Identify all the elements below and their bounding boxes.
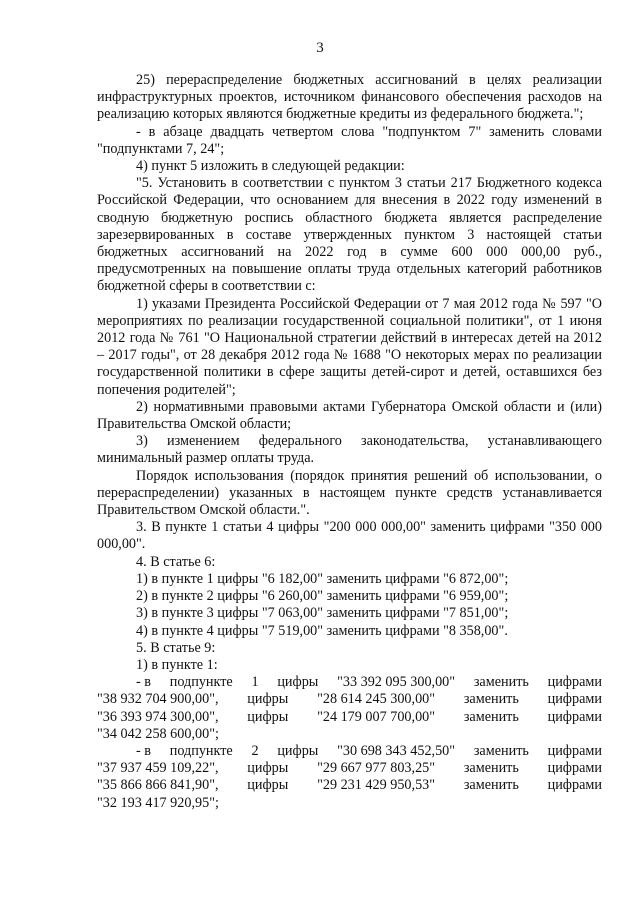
text-fragment: "24 179 007 700,00" [317, 708, 436, 725]
amendment-line [97, 743, 602, 760]
text-fragment: цифры [277, 674, 319, 691]
subparagraph-2-amendment [97, 743, 602, 812]
page-number: 3 [316, 40, 324, 56]
amendment-line: "32 193 417 920,95"; [97, 794, 219, 811]
text-fragment: заменить [473, 674, 529, 691]
paragraph: - в абзаце двадцать четвертом слова "подпунктом 7" заменить словами "подпунктами 7, 24"; [97, 123, 602, 157]
paragraph: 25) перераспределение бюджетных ассигнований в целях реализации инфраструктурных проектов, источником финансового обеспечения расходов на реализацию которых являются бюджетные кредиты из федерального бюджета."; [97, 72, 602, 123]
text-fragment: "35 866 866 841,90", [97, 777, 219, 794]
document-body [97, 72, 602, 812]
text-fragment: цифрами [547, 674, 602, 691]
text-fragment: заменить [463, 691, 519, 708]
text-fragment: "29 231 429 950,53" [317, 777, 436, 794]
text-fragment: заменить [473, 742, 529, 759]
text-fragment: цифры [247, 708, 289, 725]
text-fragment: цифрами [547, 760, 602, 777]
paragraph: 3) в пункте 3 цифры "7 063,00" заменить цифрами "7 851,00"; [136, 605, 509, 622]
text-fragment: "29 667 977 803,25" [317, 760, 436, 777]
text-fragment: заменить [463, 708, 519, 725]
amendment-line [97, 674, 602, 691]
text-fragment: "37 937 459 109,22", [97, 760, 219, 777]
text-fragment: подпункте [169, 742, 233, 759]
amendment-line [97, 777, 602, 794]
text-fragment: цифры [277, 742, 319, 759]
text-fragment: подпункте [169, 674, 233, 691]
amendment-line [97, 760, 602, 777]
text-fragment: 2 [251, 742, 259, 759]
paragraph: 2) нормативными правовыми актами Губернатора Омской области и (или) Правительства Омской области; [97, 398, 602, 433]
text-fragment: "28 614 245 300,00" [317, 691, 436, 708]
paragraph: 3. В пункте 1 статьи 4 цифры "200 000 000,00" заменить цифрами "350 000 000,00". [97, 519, 602, 553]
paragraph: 4. В статье 6: [136, 553, 216, 570]
text-fragment: цифры [247, 760, 289, 777]
paragraph: 1) указами Президента Российской Федерации от 7 мая 2012 года № 597 "О мероприятиях по реализации государственной социальной политики", от 1 июня 2012 года № 761 "О Национальной стратегии действий в интересах детей на 2012 – 2017 годы", от 28 декабря 2012 года № 1688 "О некоторых мерах по реализации государственной политики в сфере защиты детей-сирот и детей, оставшихся без попечения родителей"; [97, 295, 602, 398]
paragraph: 1) в пункте 1 цифры "6 182,00" заменить цифрами "6 872,00"; [136, 570, 509, 587]
paragraph: Порядок использования (порядок принятия решений об использовании, о перераспределении) указанных в настоящем пункте средств устанавливается Правительством Омской области.". [97, 467, 602, 519]
text-fragment: цифрами [547, 777, 602, 794]
amendment-line: "34 042 258 600,00"; [97, 725, 219, 742]
amendment-line [97, 691, 602, 708]
text-fragment: заменить [463, 777, 519, 794]
paragraph: 5. В статье 9: [136, 639, 216, 656]
paragraph: 4) в пункте 4 цифры "7 519,00" заменить цифрами "8 358,00". [136, 622, 508, 639]
paragraph: 3) изменением федерального законодательства, устанавливающего минимальный размер оплаты труда. [97, 433, 602, 467]
subparagraph-1-amendment [97, 674, 602, 743]
text-fragment: цифрами [547, 708, 602, 725]
amendment-line [97, 709, 602, 726]
text-fragment: "38 932 704 900,00", [97, 691, 219, 708]
text-fragment: - в [136, 742, 151, 759]
paragraph: 4) пункт 5 изложить в следующей редакции: [136, 158, 405, 175]
text-fragment: заменить [463, 760, 519, 777]
paragraph: 2) в пункте 2 цифры "6 260,00" заменить цифрами "6 959,00"; [136, 588, 509, 605]
text-fragment: цифрами [547, 691, 602, 708]
text-fragment: "33 392 095 300,00" [337, 674, 456, 691]
text-fragment: "30 698 343 452,50" [337, 742, 456, 759]
paragraph: 1) в пункте 1: [136, 656, 218, 673]
text-fragment: - в [136, 674, 151, 691]
text-fragment: 1 [251, 674, 259, 691]
text-fragment: цифры [247, 777, 289, 794]
text-fragment: цифры [247, 691, 289, 708]
text-fragment: "36 393 974 300,00", [97, 708, 219, 725]
paragraph: "5. Установить в соответствии с пунктом 3 статьи 217 Бюджетного кодекса Российской Федерации, что основанием для внесения в 2022 году изменений в сводную бюджетную роспись областного бюджета является распределение зарезервированных в составе утвержденных пунктом 3 настоящей статьи бюджетных ассигнований на 2022 год в сумме 600 000 000,00 руб., предусмотренных на повышение оплаты труда отдельных категорий работников бюджетной сферы в соответствии с: [97, 175, 602, 295]
text-fragment: цифрами [547, 742, 602, 759]
